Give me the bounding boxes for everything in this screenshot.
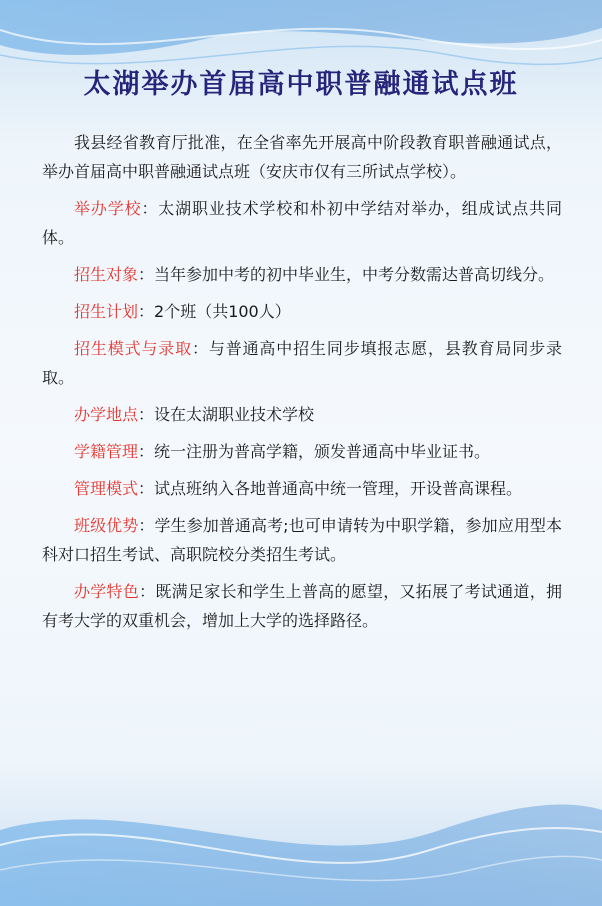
section-management <box>42 474 562 503</box>
section-organizer <box>42 194 562 252</box>
section-text: ：与普通高中招生同步填报志愿，县教育局同步录取。 <box>42 339 562 387</box>
section-label: 管理模式 <box>74 479 139 498</box>
section-features <box>42 577 562 635</box>
section-label: 办学地点 <box>74 405 139 424</box>
page-title: 太湖举办首届高中职普融通试点班 <box>83 69 519 100</box>
section-enrollment-plan <box>42 297 562 326</box>
section-enrollment-target <box>42 260 562 289</box>
section-text: ：2个班（共100人） <box>138 302 291 321</box>
section-location <box>42 400 562 429</box>
section-text: ：太湖职业技术学校和朴初中学结对举办，组成试点共同体。 <box>42 199 562 247</box>
section-label: 招生模式与录取 <box>74 339 192 358</box>
section-label: 招生计划 <box>74 302 139 321</box>
section-label: 学籍管理 <box>74 442 139 461</box>
section-class-advantage <box>42 511 562 569</box>
section-label: 班级优势 <box>74 516 139 535</box>
section-admission-mode <box>42 334 562 392</box>
section-text: ：当年参加中考的初中毕业生，中考分数需达普高切线分。 <box>138 265 555 284</box>
section-text: ：既满足家长和学生上普高的愿望，又拓展了考试通道，拥有考大学的双重机会，增加上大学的选择路径。 <box>42 582 562 630</box>
section-text: ：试点班纳入各地普通高中统一管理，开设普高课程。 <box>138 479 523 498</box>
section-text: ：设在太湖职业技术学校 <box>138 405 315 424</box>
intro-paragraph: 我县经省教育厅批准，在全省率先开展高中阶段教育职普融通试点，举办首届高中职普融通试点班（安庆市仅有三所试点学校）。 <box>42 133 562 181</box>
poster-body <box>42 128 562 643</box>
section-label: 举办学校 <box>74 199 142 218</box>
section-label: 招生对象 <box>74 265 139 284</box>
section-text: ：学生参加普通高考;也可申请转为中职学籍，参加应用型本科对口招生考试、高职院校分类招生考试。 <box>42 516 562 564</box>
section-label: 办学特色 <box>74 582 140 601</box>
section-student-status <box>42 437 562 466</box>
section-text: ：统一注册为普高学籍，颁发普通高中毕业证书。 <box>138 442 491 461</box>
